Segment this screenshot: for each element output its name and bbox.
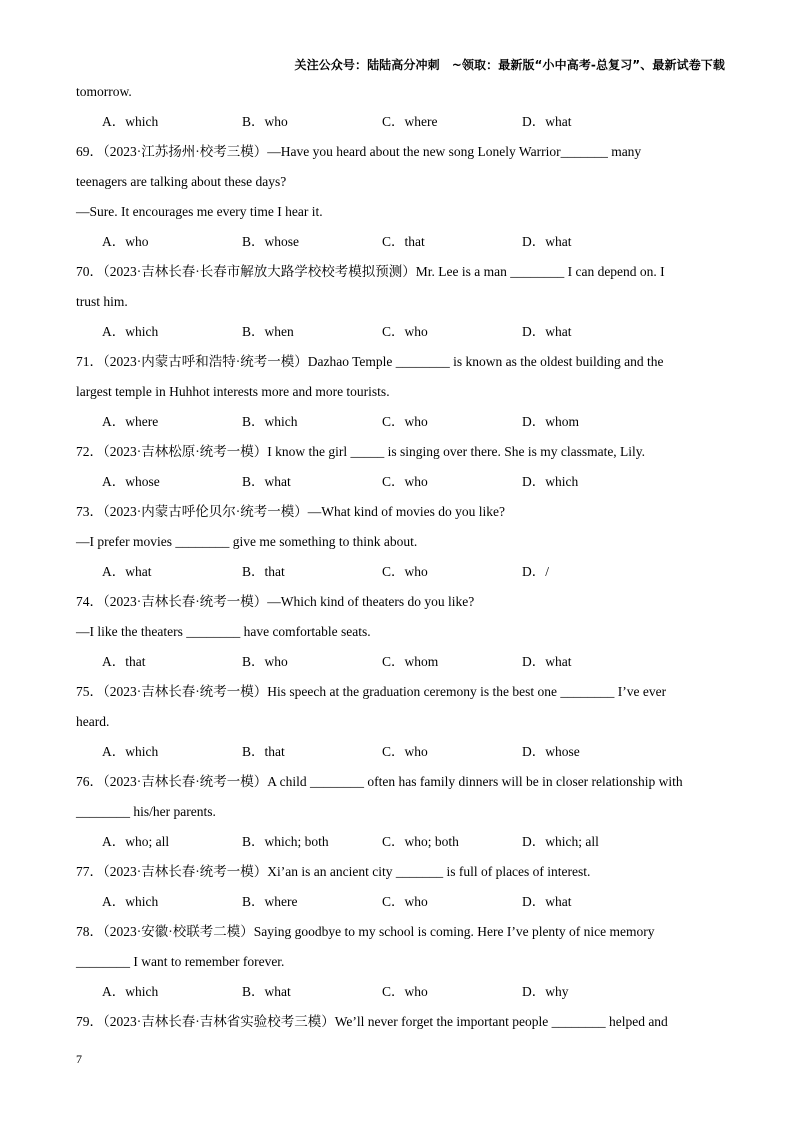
answer-options xyxy=(76,227,726,257)
question-line: 73．（2023·内蒙古呼伦贝尔·统考一模）—What kind of movies do you like? xyxy=(76,504,505,519)
answer-option: A．who; all xyxy=(102,834,170,849)
answer-option: A．that xyxy=(102,654,146,669)
answer-option: A．what xyxy=(102,564,152,579)
question-line: —Sure. It encourages me every time I hear it. xyxy=(76,204,323,219)
answer-option: C．where xyxy=(382,114,438,129)
question-line: heard. xyxy=(76,714,110,729)
question-line: 75．（2023·吉林长春·统考一模）His speech at the graduation ceremony is the best one ________ I’ve ever xyxy=(76,684,667,699)
question-line: 76．（2023·吉林长春·统考一模）A child ________ often has family dinners will be in closer relationship with xyxy=(76,774,683,789)
question-line: teenagers are talking about these days? xyxy=(76,174,287,189)
answer-options xyxy=(76,737,726,767)
answer-option: B．where xyxy=(242,894,298,909)
answer-option: D．why xyxy=(522,984,569,999)
answer-options xyxy=(76,977,726,1007)
question-line: ________ I want to remember forever. xyxy=(76,954,285,969)
answer-option: D．what xyxy=(522,324,572,339)
question-line: 74．（2023·吉林长春·统考一模）—Which kind of theaters do you like? xyxy=(76,594,475,609)
answer-option: B．which; both xyxy=(242,834,329,849)
answer-option: C．whom xyxy=(382,654,439,669)
answer-option: A．which xyxy=(102,744,159,759)
answer-option: B．what xyxy=(242,984,291,999)
question-line: 72．（2023·吉林松原·统考一模）I know the girl _____ is singing over there. She is my classmate, Lily. xyxy=(76,444,646,459)
answer-options xyxy=(76,407,726,437)
answer-option: C．who xyxy=(382,474,428,489)
question-line: tomorrow. xyxy=(76,84,132,99)
answer-option: B．when xyxy=(242,324,294,339)
answer-option: C．who xyxy=(382,894,428,909)
answer-option: C．who xyxy=(382,414,428,429)
answer-option: D．which; all xyxy=(522,834,599,849)
answer-option: A．which xyxy=(102,114,159,129)
answer-option: C．who xyxy=(382,564,428,579)
answer-option: A．which xyxy=(102,894,159,909)
question-line: 77．（2023·吉林长春·统考一模）Xi’an is an ancient city _______ is full of places of interest. xyxy=(76,864,591,879)
answer-options xyxy=(76,827,726,857)
page-header: 关注公众号：陆陆高分冲刺 ~领取：最新版“小中高考-总复习”、最新试卷下载 xyxy=(294,58,725,72)
answer-option: B．whose xyxy=(242,234,299,249)
answer-option: A．where xyxy=(102,414,159,429)
answer-option: D．whom xyxy=(522,414,579,429)
question-line: 78．（2023·安徽·校联考二模）Saying goodbye to my school is coming. Here I’ve plenty of nice memory xyxy=(76,924,655,939)
question-line: largest temple in Huhhot interests more and more tourists. xyxy=(76,384,390,399)
answer-option: D．what xyxy=(522,654,572,669)
answer-option: D．what xyxy=(522,234,572,249)
answer-option: B．who xyxy=(242,114,288,129)
answer-option: C．who xyxy=(382,744,428,759)
answer-option: C．who; both xyxy=(382,834,459,849)
answer-options xyxy=(76,887,726,917)
question-line: 71．（2023·内蒙古呼和浩特·统考一模）Dazhao Temple ________ is known as the oldest building and the xyxy=(76,354,664,369)
answer-option: A．which xyxy=(102,984,159,999)
answer-option: B．which xyxy=(242,414,298,429)
answer-option: D．what xyxy=(522,114,572,129)
answer-option: D．/ xyxy=(522,564,549,579)
answer-option: D．what xyxy=(522,894,572,909)
question-line: —I like the theaters ________ have comfortable seats. xyxy=(76,624,371,639)
answer-option: C．who xyxy=(382,984,428,999)
question-line: 70．（2023·吉林长春·长春市解放大路学校校考模拟预测）Mr. Lee is a man ________ I can depend on. I xyxy=(76,264,665,279)
answer-options xyxy=(76,647,726,677)
answer-options xyxy=(76,557,726,587)
answer-option: B．who xyxy=(242,654,288,669)
answer-option: C．that xyxy=(382,234,425,249)
answer-option: B．that xyxy=(242,744,285,759)
question-line: ________ his/her parents. xyxy=(76,804,216,819)
question-line: trust him. xyxy=(76,294,128,309)
answer-option: A．whose xyxy=(102,474,160,489)
answer-option: D．whose xyxy=(522,744,580,759)
question-list xyxy=(76,77,726,1037)
answer-option: C．who xyxy=(382,324,428,339)
answer-options xyxy=(76,107,726,137)
question-line: 79．（2023·吉林长春·吉林省实验校考三模）We’ll never forget the important people ________ helped and xyxy=(76,1014,668,1029)
answer-option: B．what xyxy=(242,474,291,489)
answer-option: A．which xyxy=(102,324,159,339)
answer-option: B．that xyxy=(242,564,285,579)
question-line: 69．（2023·江苏扬州·校考三模）—Have you heard about the new song Lonely Warrior_______ many xyxy=(76,144,642,159)
answer-option: A．who xyxy=(102,234,149,249)
page-number: 7 xyxy=(76,1052,82,1066)
question-line: —I prefer movies ________ give me something to think about. xyxy=(76,534,418,549)
answer-options xyxy=(76,467,726,497)
answer-options xyxy=(76,317,726,347)
answer-option: D．which xyxy=(522,474,579,489)
